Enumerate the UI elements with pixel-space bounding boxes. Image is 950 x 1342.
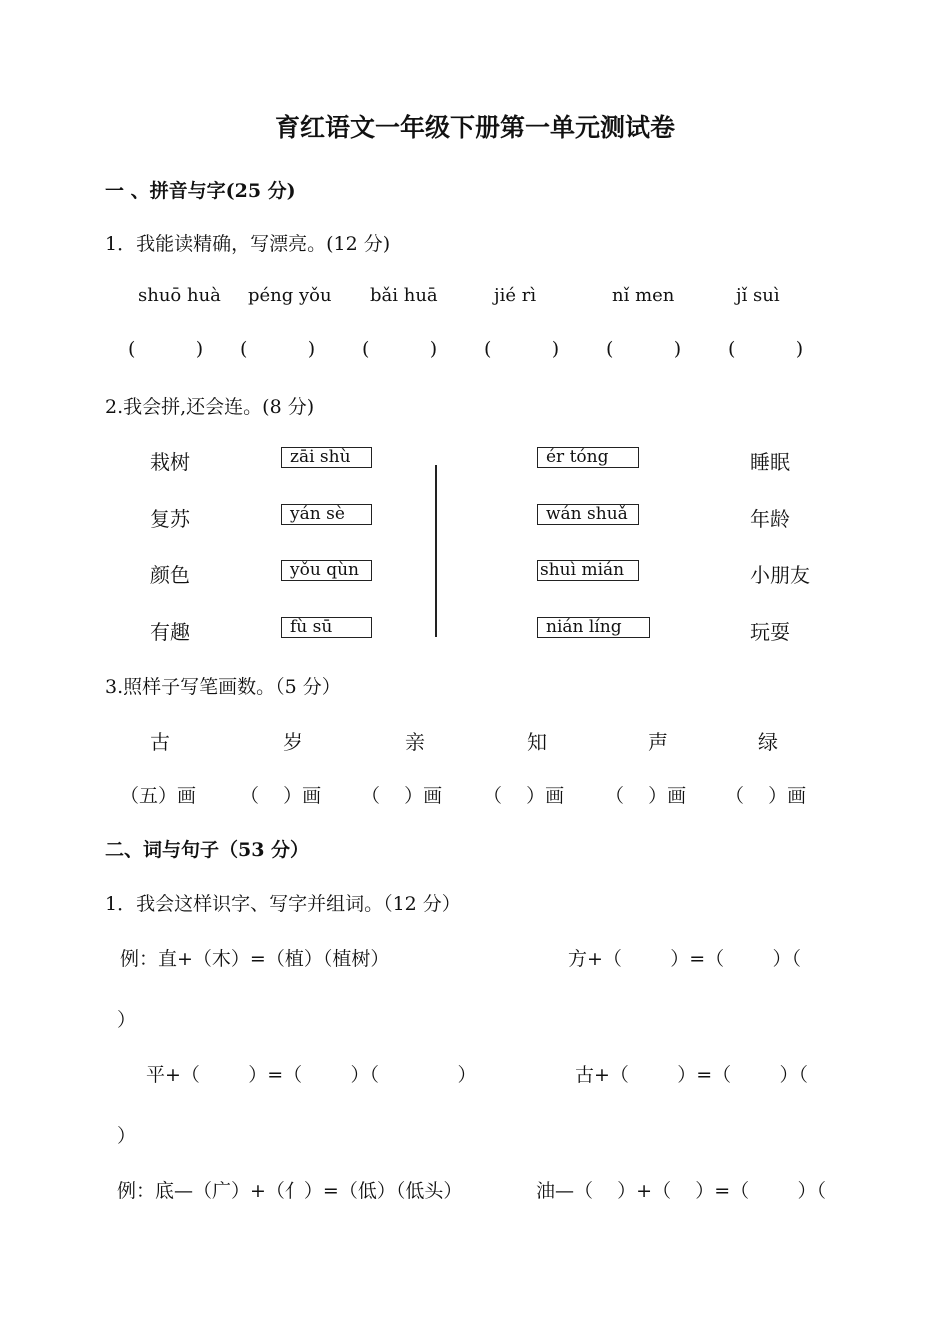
section-1-heading: 一 、拼音与字(25 分) [105,180,296,202]
stroke-answer[interactable]: （ ）画 [483,785,565,807]
match-left-word[interactable]: 复苏 [150,507,190,531]
example-line-1: 例：直+（木）=（植）（植树） [120,948,390,970]
exercise-fang-cont: ） [117,1009,137,1031]
match-right-word[interactable]: 睡眠 [750,450,790,474]
exercise-gu[interactable]: 古+（ ）=（ ）（ [575,1064,808,1086]
pinyin-item: jǐ suì [736,285,780,306]
exercise-gu-cont: ） [117,1125,137,1147]
match-right-word[interactable]: 玩耍 [750,620,790,644]
stroke-answer[interactable]: （ ）画 [605,785,687,807]
example-line-2: 例：底—（广）+（亻）=（低）（低头） [117,1180,463,1202]
match-right-pinyin-box[interactable]: ér tóng [537,447,639,468]
exercise-fang[interactable]: 方+（ ）=（ ）（ [568,948,801,970]
pinyin-item: shuō huà [138,285,221,306]
stroke-answer[interactable]: （ ）画 [240,785,322,807]
answer-slot[interactable]: ( ) [606,338,682,360]
stroke-answer[interactable]: （五）画 [120,785,197,807]
answer-slot[interactable]: ( ) [484,338,560,360]
match-right-word[interactable]: 小朋友 [750,563,810,587]
match-left-pinyin-box[interactable]: yán sè [281,504,372,525]
stroke-char: 岁 [283,730,303,754]
pinyin-item: jié rì [494,285,537,306]
stroke-answer[interactable]: （ ）画 [361,785,443,807]
answer-slot[interactable]: ( ) [240,338,316,360]
exercise-you[interactable]: 油—（ ）+（ ）=（ ）（ [536,1180,826,1202]
stroke-char: 绿 [758,730,778,754]
match-right-pinyin-box[interactable]: shuì mián [537,560,639,581]
stroke-char: 声 [648,730,668,754]
stroke-char: 知 [527,730,547,754]
pinyin-item: péng yǒu [248,285,332,306]
stroke-char: 亲 [405,730,425,754]
page-title: 育红语文一年级下册第一单元测试卷 [274,113,675,142]
match-right-pinyin-box[interactable]: wán shuǎ [537,504,639,525]
answer-slot[interactable]: ( ) [728,338,804,360]
match-right-word[interactable]: 年龄 [750,507,790,531]
question-1-3-label: 3.照样子写笔画数。（5 分） [105,676,341,698]
match-left-pinyin-box[interactable]: zāi shù [281,447,372,468]
question-1-1-label: 1．我能读精确，写漂亮。(12 分) [105,233,391,255]
match-left-word[interactable]: 颜色 [150,563,190,587]
exercise-ping[interactable]: 平+（ ）=（ ）（ ） [146,1064,477,1086]
match-left-word[interactable]: 有趣 [150,620,190,644]
section-2-heading: 二、词与句子（53 分） [105,839,310,861]
match-left-pinyin-box[interactable]: yǒu qùn [281,560,372,581]
match-left-word[interactable]: 栽树 [150,450,190,474]
match-right-pinyin-box[interactable]: nián líng [537,617,650,638]
stroke-answer[interactable]: （ ）画 [725,785,807,807]
answer-slot[interactable]: ( ) [128,338,204,360]
pinyin-item: nǐ men [612,285,675,306]
match-left-pinyin-box[interactable]: fù sū [281,617,372,638]
pinyin-item: bǎi huā [370,285,438,306]
question-1-2-label: 2.我会拼,还会连。(8 分) [105,396,315,418]
question-2-1-label: 1．我会这样识字、写字并组词。（12 分） [105,893,461,915]
stroke-char: 古 [150,730,170,754]
divider-line [435,465,437,637]
answer-slot[interactable]: ( ) [362,338,438,360]
